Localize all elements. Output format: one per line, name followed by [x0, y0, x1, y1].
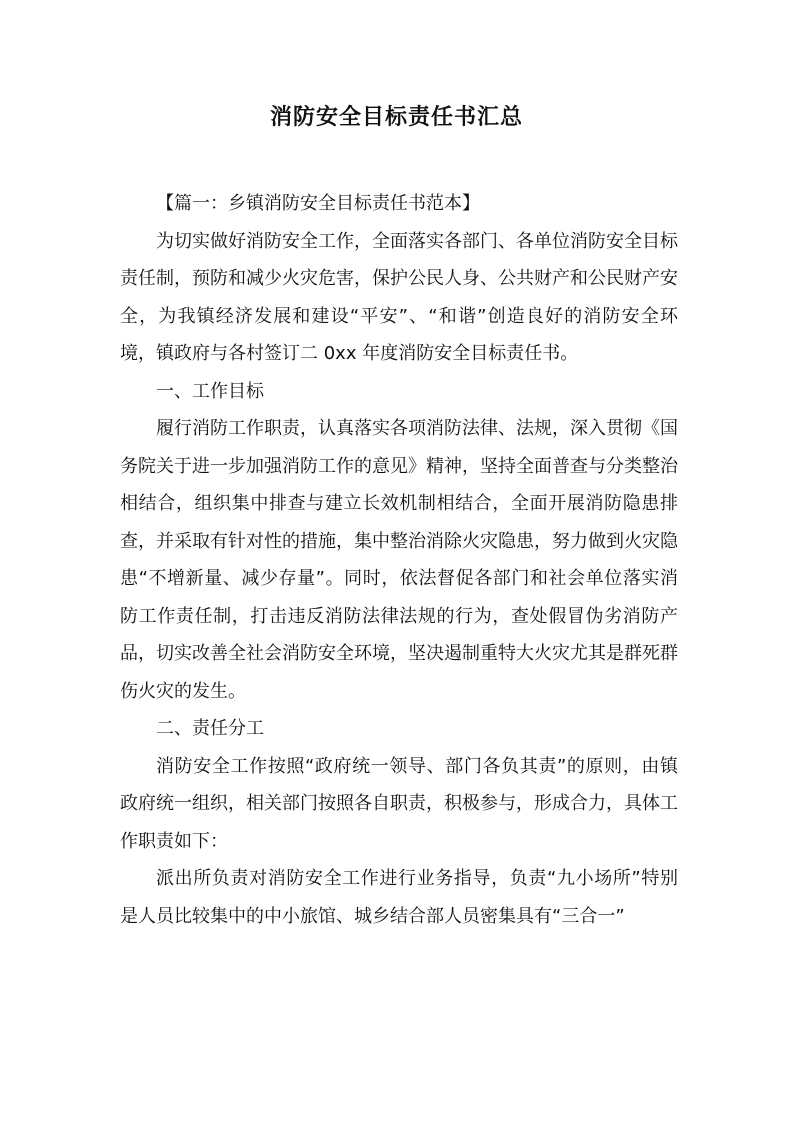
intro-paragraph: 为切实做好消防安全工作，全面落实各部门、各单位消防安全目标责任制，预防和减少火灾危害，保护公民人身、公共财产和公民财产安全，为我镇经济发展和建设“平安”、“和谐”创造良好的消防安全环境，镇政府与各村签订二 0xx 年度消防安全目标责任书。: [120, 230, 678, 364]
work-goals-paragraph: 履行消防工作职责，认真落实各项消防法律、法规，深入贯彻《国务院关于进一步加强消防工作的意见》精神，坚持全面普查与分类整治相结合，组织集中排查与建立长效机制相结合，全面开展消防隐患排查，并采取有针对性的措施，集中整治消除火灾隐患，努力做到火灾隐患“不增新量、减少存量”。同时，依法督促各部门和社会单位落实消防工作责任制，打击违反消防法律法规的行为，查处假冒伪劣消防产品，切实改善全社会消防安全环境，坚决遏制重特大火灾尤其是群死群伤火灾的发生。: [120, 418, 678, 702]
responsibilities-paragraph: 消防安全工作按照“政府统一领导、部门各负其责”的原则，由镇政府统一组织，相关部门按照各自职责，积极参与，形成合力，具体工作职责如下：: [120, 755, 678, 852]
document-body: [120, 185, 678, 935]
part-heading: 【篇一：乡镇消防安全目标责任书范本】: [156, 193, 480, 214]
police-station-paragraph: 派出所负责对消防安全工作进行业务指导，负责“九小场所”特别是人员比较集中的中小旅馆、城乡结合部人员密集具有“三合一”: [120, 868, 678, 927]
section-heading-responsibilities: 二、责任分工: [156, 718, 264, 739]
section-heading-work-goals: 一、工作目标: [156, 380, 264, 402]
document-title: 消防安全目标责任书汇总: [269, 105, 523, 130]
